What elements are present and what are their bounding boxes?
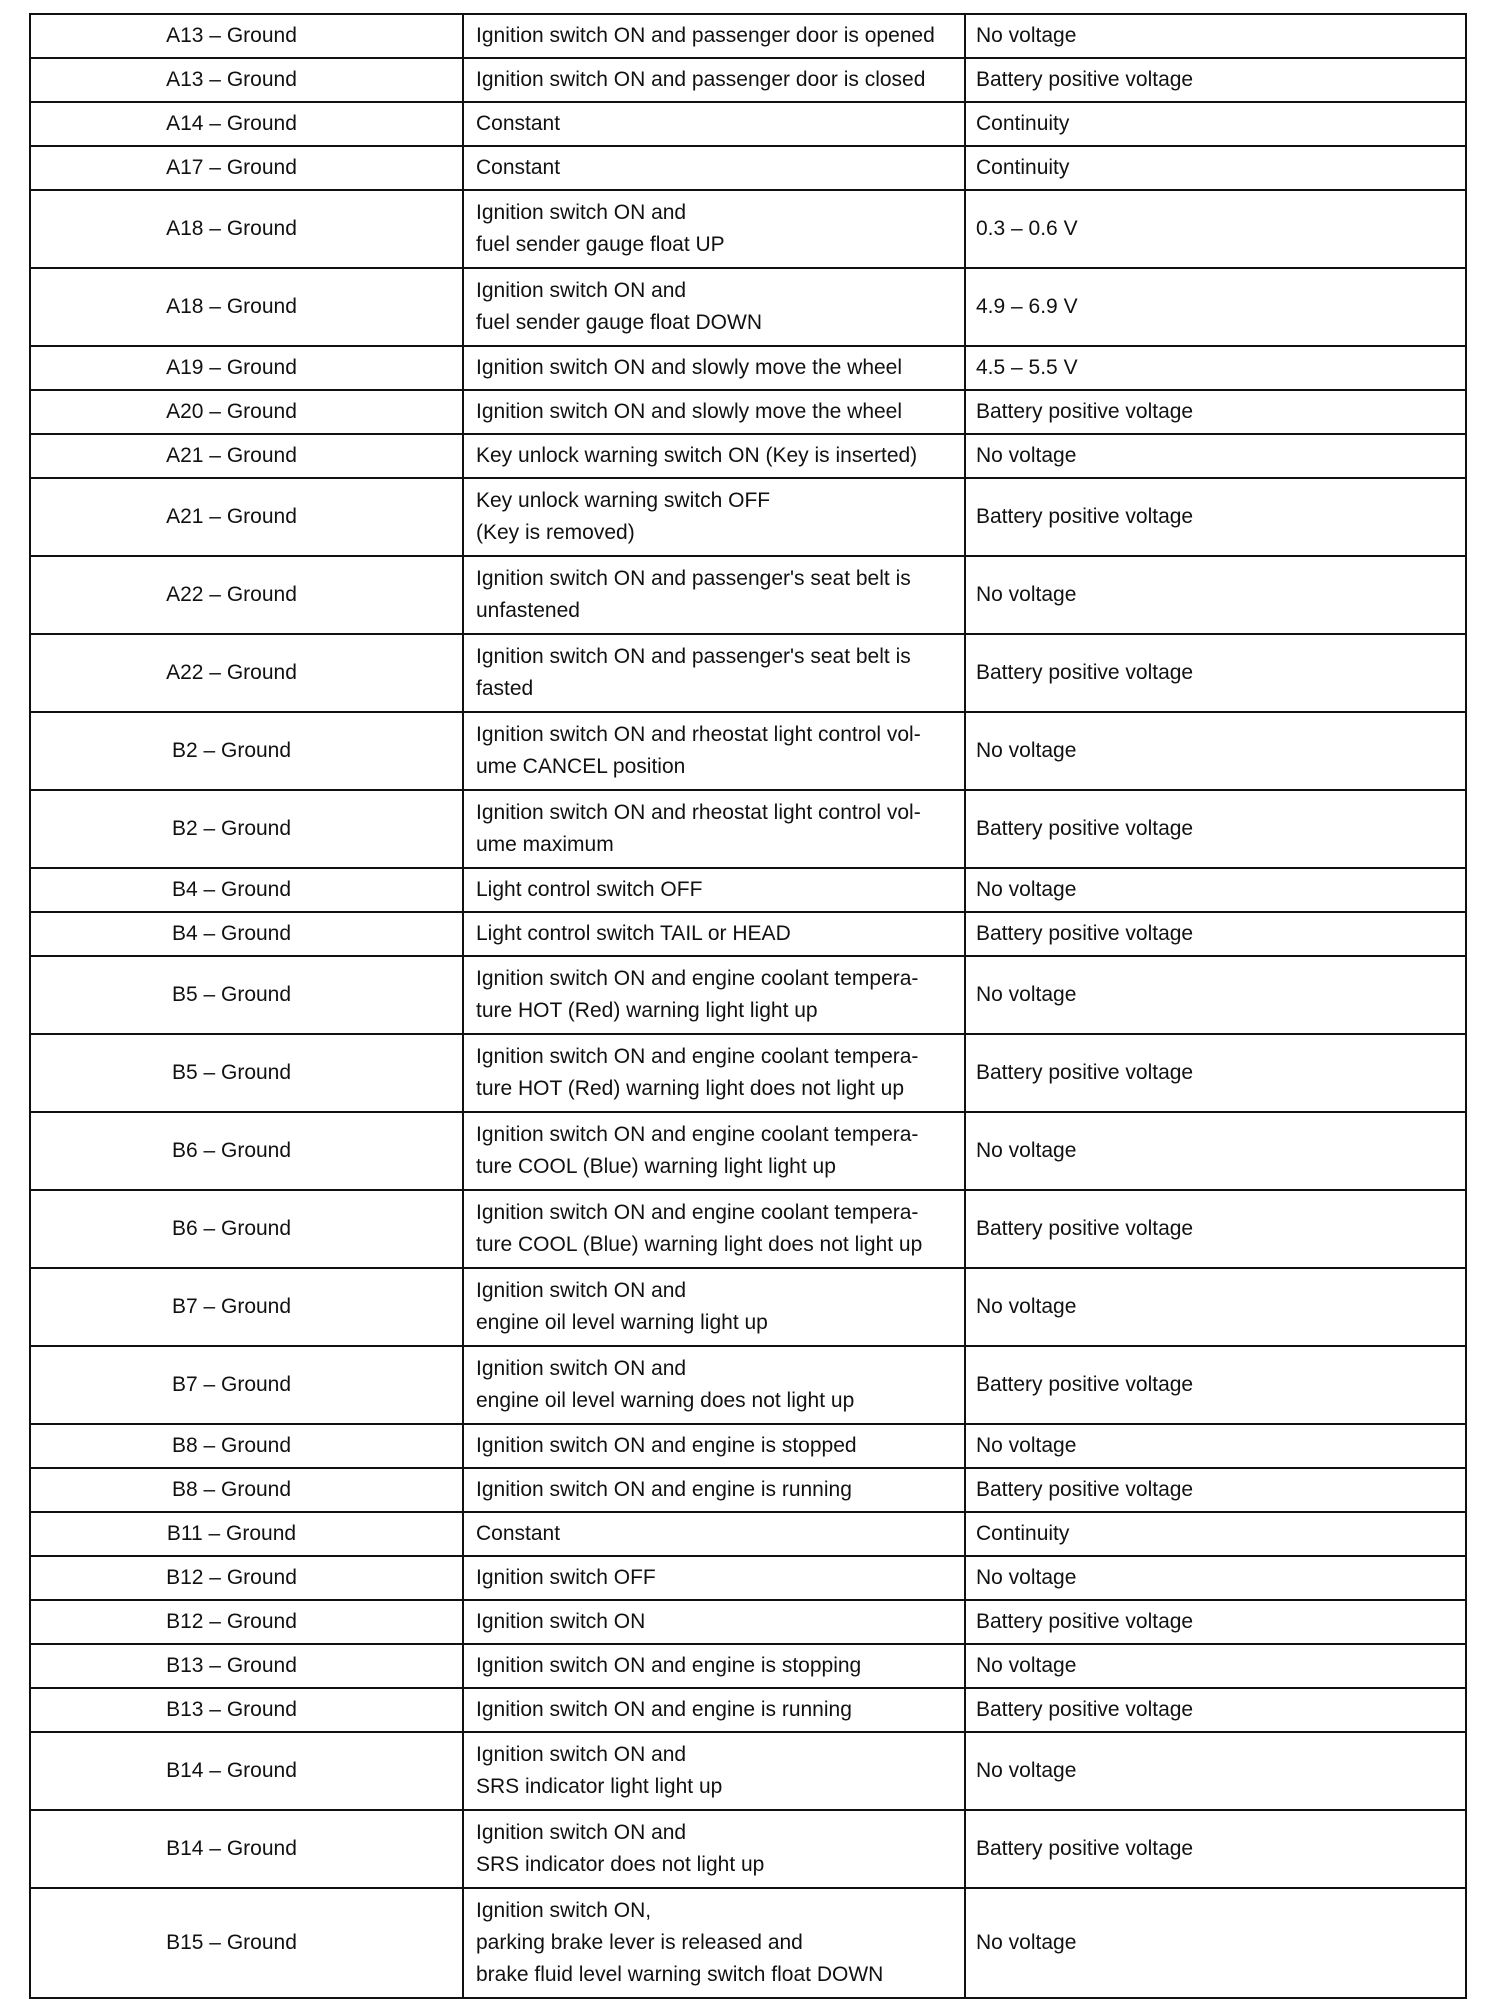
- terminal-cell: B12 – Ground: [30, 1600, 463, 1644]
- specified-condition-cell: Battery positive voltage: [965, 58, 1466, 102]
- specified-condition-cell: Battery positive voltage: [965, 1688, 1466, 1732]
- terminal-cell: A19 – Ground: [30, 346, 463, 390]
- specified-condition-cell: No voltage: [965, 956, 1466, 1034]
- condition-cell: Ignition switch ON: [463, 1600, 965, 1644]
- table-row: [30, 102, 1466, 146]
- terminal-cell: A13 – Ground: [30, 58, 463, 102]
- terminal-cell: B5 – Ground: [30, 1034, 463, 1112]
- specified-condition-cell: Battery positive voltage: [965, 1810, 1466, 1888]
- condition-cell: Ignition switch ON and slowly move the wheel: [463, 346, 965, 390]
- specified-condition-cell: Battery positive voltage: [965, 1468, 1466, 1512]
- condition-cell: Ignition switch ON and fuel sender gauge float UP: [463, 190, 965, 268]
- condition-cell: Ignition switch ON and engine coolant tempera- ture COOL (Blue) warning light does not light up: [463, 1190, 965, 1268]
- terminal-cell: B14 – Ground: [30, 1810, 463, 1888]
- condition-cell: Ignition switch ON and engine coolant tempera- ture HOT (Red) warning light does not light up: [463, 1034, 965, 1112]
- terminal-cell: A21 – Ground: [30, 478, 463, 556]
- condition-cell: Ignition switch ON and passenger's seat belt is unfastened: [463, 556, 965, 634]
- terminal-cell: B8 – Ground: [30, 1468, 463, 1512]
- condition-cell: Ignition switch ON and passenger door is closed: [463, 58, 965, 102]
- specified-condition-cell: Continuity: [965, 146, 1466, 190]
- condition-cell: Ignition switch ON, parking brake lever is released and brake fluid level warning switch float DOWN: [463, 1888, 965, 1998]
- condition-cell: Ignition switch ON and rheostat light control vol- ume maximum: [463, 790, 965, 868]
- terminal-cell: A18 – Ground: [30, 268, 463, 346]
- terminal-voltage-table: [29, 13, 1467, 1999]
- specified-condition-cell: No voltage: [965, 434, 1466, 478]
- specified-condition-cell: Battery positive voltage: [965, 1600, 1466, 1644]
- terminal-cell: B2 – Ground: [30, 790, 463, 868]
- terminal-cell: A22 – Ground: [30, 556, 463, 634]
- table-row: [30, 634, 1466, 712]
- specified-condition-cell: Battery positive voltage: [965, 634, 1466, 712]
- terminal-cell: B12 – Ground: [30, 1556, 463, 1600]
- terminal-cell: B15 – Ground: [30, 1888, 463, 1998]
- condition-cell: Ignition switch ON and engine is stopping: [463, 1644, 965, 1688]
- inspection-table-page: [29, 13, 1465, 1999]
- condition-cell: Light control switch TAIL or HEAD: [463, 912, 965, 956]
- table-row: [30, 1346, 1466, 1424]
- specified-condition-cell: Battery positive voltage: [965, 478, 1466, 556]
- table-row: [30, 1888, 1466, 1998]
- table-row: [30, 1556, 1466, 1600]
- specified-condition-cell: No voltage: [965, 712, 1466, 790]
- terminal-cell: B11 – Ground: [30, 1512, 463, 1556]
- terminal-cell: A13 – Ground: [30, 14, 463, 58]
- specified-condition-cell: 4.9 – 6.9 V: [965, 268, 1466, 346]
- specified-condition-cell: No voltage: [965, 1888, 1466, 1998]
- condition-cell: Ignition switch ON and engine is stopped: [463, 1424, 965, 1468]
- table-row: [30, 190, 1466, 268]
- table-row: [30, 1034, 1466, 1112]
- table-row: [30, 956, 1466, 1034]
- table-row: [30, 912, 1466, 956]
- condition-cell: Ignition switch ON and engine oil level warning does not light up: [463, 1346, 965, 1424]
- condition-cell: Constant: [463, 146, 965, 190]
- terminal-cell: B13 – Ground: [30, 1688, 463, 1732]
- specified-condition-cell: Battery positive voltage: [965, 1346, 1466, 1424]
- terminal-cell: B8 – Ground: [30, 1424, 463, 1468]
- condition-cell: Ignition switch ON and engine is running: [463, 1688, 965, 1732]
- table-row: [30, 1600, 1466, 1644]
- table-row: [30, 1732, 1466, 1810]
- table-row: [30, 1468, 1466, 1512]
- condition-cell: Key unlock warning switch ON (Key is inserted): [463, 434, 965, 478]
- specified-condition-cell: Battery positive voltage: [965, 790, 1466, 868]
- specified-condition-cell: Battery positive voltage: [965, 390, 1466, 434]
- terminal-cell: B4 – Ground: [30, 868, 463, 912]
- table-row: [30, 712, 1466, 790]
- condition-cell: Constant: [463, 102, 965, 146]
- specified-condition-cell: Battery positive voltage: [965, 1034, 1466, 1112]
- table-row: [30, 1424, 1466, 1468]
- table-row: [30, 478, 1466, 556]
- specified-condition-cell: No voltage: [965, 1424, 1466, 1468]
- condition-cell: Ignition switch ON and passenger door is opened: [463, 14, 965, 58]
- table-row: [30, 14, 1466, 58]
- terminal-cell: B14 – Ground: [30, 1732, 463, 1810]
- specified-condition-cell: Battery positive voltage: [965, 1190, 1466, 1268]
- terminal-cell: A14 – Ground: [30, 102, 463, 146]
- condition-cell: Ignition switch ON and engine oil level warning light up: [463, 1268, 965, 1346]
- table-row: [30, 1810, 1466, 1888]
- condition-cell: Ignition switch ON and fuel sender gauge float DOWN: [463, 268, 965, 346]
- table-row: [30, 1644, 1466, 1688]
- terminal-cell: B6 – Ground: [30, 1112, 463, 1190]
- table-row: [30, 1190, 1466, 1268]
- condition-cell: Ignition switch ON and slowly move the wheel: [463, 390, 965, 434]
- terminal-cell: B4 – Ground: [30, 912, 463, 956]
- specified-condition-cell: 0.3 – 0.6 V: [965, 190, 1466, 268]
- table-row: [30, 390, 1466, 434]
- table-row: [30, 868, 1466, 912]
- specified-condition-cell: No voltage: [965, 14, 1466, 58]
- table-row: [30, 58, 1466, 102]
- specified-condition-cell: Continuity: [965, 1512, 1466, 1556]
- specified-condition-cell: No voltage: [965, 1732, 1466, 1810]
- condition-cell: Key unlock warning switch OFF (Key is removed): [463, 478, 965, 556]
- terminal-cell: B2 – Ground: [30, 712, 463, 790]
- condition-cell: Ignition switch ON and rheostat light control vol- ume CANCEL position: [463, 712, 965, 790]
- table-row: [30, 146, 1466, 190]
- specified-condition-cell: 4.5 – 5.5 V: [965, 346, 1466, 390]
- specified-condition-cell: No voltage: [965, 556, 1466, 634]
- condition-cell: Constant: [463, 1512, 965, 1556]
- condition-cell: Ignition switch ON and passenger's seat belt is fasted: [463, 634, 965, 712]
- table-row: [30, 1268, 1466, 1346]
- table-body: [30, 14, 1466, 1998]
- specified-condition-cell: No voltage: [965, 868, 1466, 912]
- specified-condition-cell: No voltage: [965, 1112, 1466, 1190]
- specified-condition-cell: Continuity: [965, 102, 1466, 146]
- table-row: [30, 790, 1466, 868]
- terminal-cell: B5 – Ground: [30, 956, 463, 1034]
- specified-condition-cell: No voltage: [965, 1644, 1466, 1688]
- table-row: [30, 434, 1466, 478]
- table-row: [30, 1688, 1466, 1732]
- terminal-cell: B6 – Ground: [30, 1190, 463, 1268]
- condition-cell: Ignition switch ON and SRS indicator light light up: [463, 1732, 965, 1810]
- condition-cell: Ignition switch OFF: [463, 1556, 965, 1600]
- condition-cell: Ignition switch ON and SRS indicator does not light up: [463, 1810, 965, 1888]
- terminal-cell: B13 – Ground: [30, 1644, 463, 1688]
- table-row: [30, 1512, 1466, 1556]
- specified-condition-cell: No voltage: [965, 1556, 1466, 1600]
- table-row: [30, 346, 1466, 390]
- table-row: [30, 556, 1466, 634]
- condition-cell: Ignition switch ON and engine coolant tempera- ture COOL (Blue) warning light light up: [463, 1112, 965, 1190]
- terminal-cell: A22 – Ground: [30, 634, 463, 712]
- terminal-cell: A17 – Ground: [30, 146, 463, 190]
- specified-condition-cell: No voltage: [965, 1268, 1466, 1346]
- table-row: [30, 1112, 1466, 1190]
- terminal-cell: A21 – Ground: [30, 434, 463, 478]
- condition-cell: Ignition switch ON and engine coolant tempera- ture HOT (Red) warning light light up: [463, 956, 965, 1034]
- specified-condition-cell: Battery positive voltage: [965, 912, 1466, 956]
- table-row: [30, 268, 1466, 346]
- condition-cell: Light control switch OFF: [463, 868, 965, 912]
- terminal-cell: A20 – Ground: [30, 390, 463, 434]
- terminal-cell: A18 – Ground: [30, 190, 463, 268]
- terminal-cell: B7 – Ground: [30, 1346, 463, 1424]
- condition-cell: Ignition switch ON and engine is running: [463, 1468, 965, 1512]
- terminal-cell: B7 – Ground: [30, 1268, 463, 1346]
